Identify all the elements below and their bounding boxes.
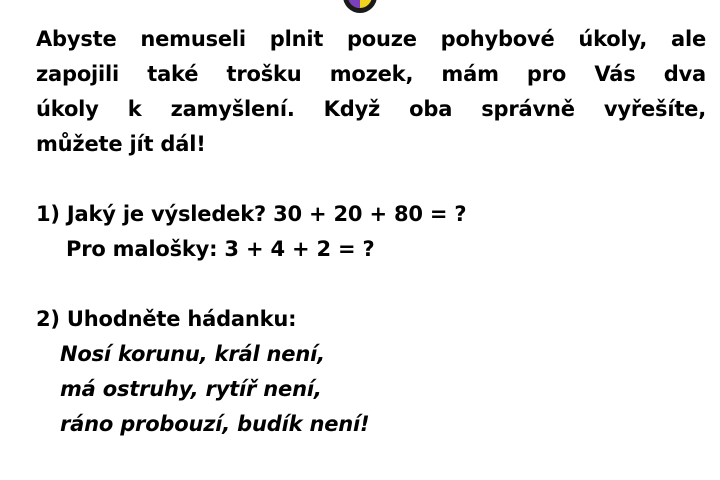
riddle-line: má ostruhy, rytíř není, [60,377,322,401]
task-one [36,197,706,267]
intro-line: zapojili také trošku mozek, mám pro Vás dva [36,62,706,86]
intro-paragraph [36,22,706,162]
task-two [36,302,706,442]
task-one-kids-question: Pro malošky: 3 + 4 + 2 = ? [66,237,375,261]
task-two-heading: 2) Uhodněte hádanku: [36,307,297,331]
intro-line: Abyste nemuseli plnit pouze pohybové úkoly, ale [36,27,706,51]
intro-line: úkoly k zamyšlení. Když oba správně vyřešíte, [36,97,706,121]
ball-logo-icon [342,0,378,14]
main-text [36,22,706,442]
riddle-line: ráno probouzí, budík není! [60,412,370,436]
task-one-question: 1) Jaký je výsledek? 30 + 20 + 80 = ? [36,202,467,226]
riddle-line: Nosí korunu, král není, [60,342,325,366]
intro-line: můžete jít dál! [36,132,206,156]
